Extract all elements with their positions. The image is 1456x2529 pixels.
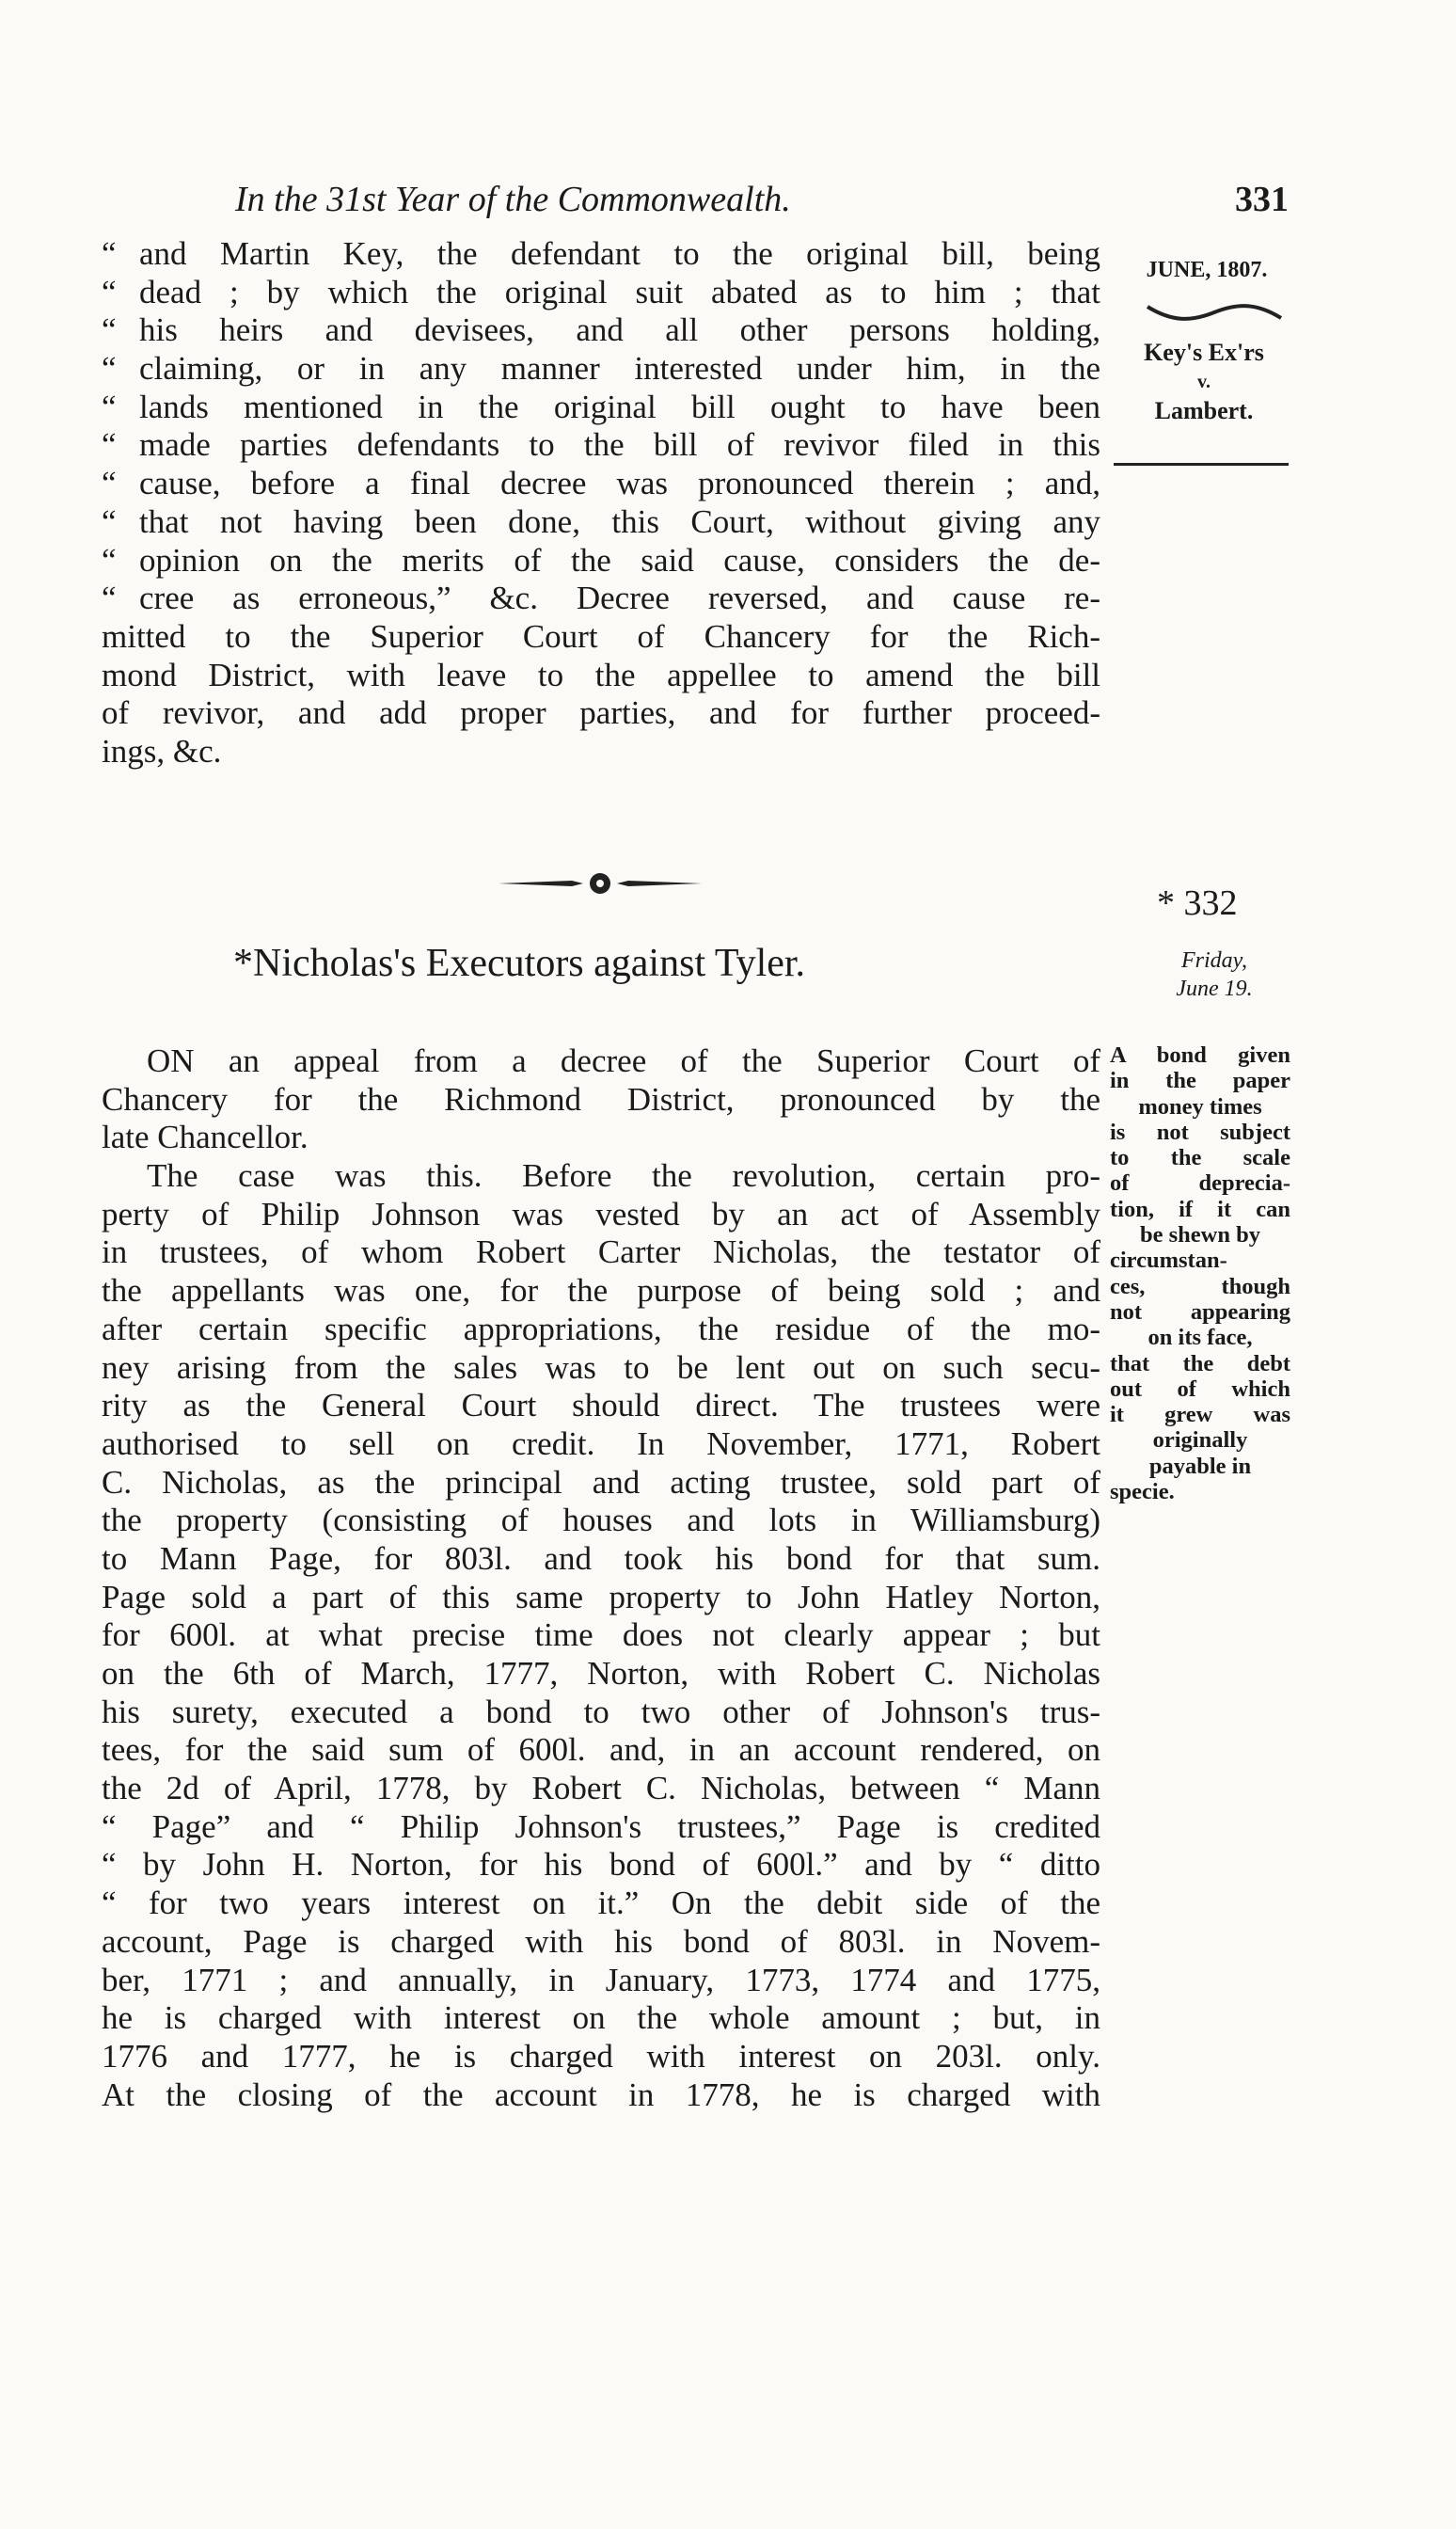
headnote-line: on its face, bbox=[1147, 1325, 1253, 1351]
text-line: ney arising from the sales was to be lent out on such secu- bbox=[102, 1348, 1100, 1386]
text-line: “ cause, before a final decree was pronounced therein ; and, bbox=[102, 465, 1100, 502]
text-line: “ for two years interest on it.” On the debit side of the bbox=[102, 1885, 1100, 1922]
case-citation bbox=[1110, 335, 1298, 429]
running-head bbox=[226, 179, 1289, 226]
text-line: ON an appeal from a decree of the Superior Court of bbox=[147, 1042, 1100, 1079]
text-line: the 2d of April, 1778, by Robert C. Nicholas, between “ Mann bbox=[102, 1770, 1100, 1807]
text-line: “ opinion on the merits of the said cause, considers the de- bbox=[102, 541, 1100, 579]
text-line: his surety, executed a bond to two other of Johnson's trus- bbox=[102, 1693, 1100, 1730]
text-line: The case was this. Before the revolution, certain pro- bbox=[147, 1157, 1100, 1195]
headnote-line: circumstan- bbox=[1110, 1248, 1227, 1274]
headnote-line: of deprecia- bbox=[1110, 1170, 1290, 1197]
running-head-title: In the 31st Year of the Commonwealth. bbox=[235, 180, 791, 219]
text-line: of revivor, and add proper parties, and for further proceed- bbox=[102, 694, 1100, 732]
text-line: tees, for the said sum of 600l. and, in an account rendered, on bbox=[102, 1731, 1100, 1769]
text-line: mitted to the Superior Court of Chancery for the Rich- bbox=[102, 617, 1100, 655]
swash-ornament-icon bbox=[1144, 301, 1285, 324]
text-line: Chancery for the Richmond District, pronounced by the bbox=[102, 1080, 1100, 1118]
text-line: the property (consisting of houses and lots in Williamsburg) bbox=[102, 1502, 1100, 1539]
text-line: for 600l. at what precise time does not clearly appear ; but bbox=[102, 1616, 1100, 1654]
case-title: *Nicholas's Executors against Tyler. bbox=[233, 942, 806, 985]
second-case-text bbox=[102, 1042, 1100, 2114]
text-line: “ dead ; by which the original suit abated as to him ; that bbox=[102, 273, 1100, 310]
text-line: “ Page” and “ Philip Johnson's trustees,” Page is credited bbox=[102, 1807, 1100, 1845]
text-line: mond District, with leave to the appellee to amend the bill bbox=[102, 656, 1100, 693]
section-divider-ornament-icon bbox=[497, 869, 704, 898]
headnote-line: in the paper bbox=[1110, 1068, 1290, 1094]
text-line: At the closing of the account in 1778, he is charged with bbox=[102, 2076, 1100, 2113]
text-line: late Chancellor. bbox=[102, 1119, 309, 1156]
page-number: 331 bbox=[1235, 180, 1289, 219]
text-line: in trustees, of whom Robert Carter Nicholas, the testator of bbox=[102, 1233, 1100, 1271]
first-case-text bbox=[102, 235, 1100, 771]
headnote-line: A bond given bbox=[1110, 1042, 1290, 1068]
text-line: on the 6th of March, 1777, Norton, with Robert C. Nicholas bbox=[102, 1655, 1100, 1692]
citation-line: Lambert. bbox=[1154, 397, 1254, 424]
text-line: “ claiming, or in any manner interested under him, in the bbox=[102, 350, 1100, 388]
text-line: C. Nicholas, as the principal and acting trustee, sold part of bbox=[102, 1463, 1100, 1501]
headnote-line: it grew was bbox=[1110, 1402, 1290, 1428]
headnote-line: payable in bbox=[1148, 1453, 1252, 1479]
text-line: Page sold a part of this same property to John Hatley Norton, bbox=[102, 1578, 1100, 1615]
text-line: ber, 1771 ; and annually, in January, 1773, 1774 and 1775, bbox=[102, 1961, 1100, 1998]
text-line: the appellants was one, for the purpose of being sold ; and bbox=[102, 1272, 1100, 1310]
text-line: after certain specific appropriations, the residue of the mo- bbox=[102, 1310, 1100, 1347]
headnote-line: not appearing bbox=[1110, 1298, 1290, 1325]
citation-line: v. bbox=[1197, 372, 1211, 392]
headnote-line: originally bbox=[1152, 1427, 1248, 1454]
headnote bbox=[1110, 1042, 1290, 1504]
text-line: “ by John H. Norton, for his bond of 600l.” and by “ ditto bbox=[102, 1846, 1100, 1884]
text-line: “ his heirs and devisees, and all other persons holding, bbox=[102, 311, 1100, 349]
headnote-line: tion, if it can bbox=[1110, 1196, 1290, 1222]
headnote-line: be shewn by bbox=[1140, 1222, 1260, 1249]
headnote-line: money times bbox=[1138, 1093, 1262, 1120]
text-line: 1776 and 1777, he is charged with interest on 203l. only. bbox=[102, 2037, 1100, 2075]
text-line: perty of Philip Johnson was vested by an act of Assembly bbox=[102, 1195, 1100, 1233]
citation-line: Key's Ex'rs bbox=[1144, 339, 1264, 366]
margin-rule bbox=[1114, 463, 1289, 466]
text-line: ings, &c. bbox=[102, 732, 222, 770]
case-date-day: Friday, bbox=[1181, 948, 1247, 973]
text-line: account, Page is charged with his bond of 803l. in Novem- bbox=[102, 1922, 1100, 1960]
headnote-line: out of which bbox=[1110, 1376, 1290, 1402]
text-line: “ and Martin Key, the defendant to the original bill, being bbox=[102, 235, 1100, 272]
headnote-line: is not subject bbox=[1110, 1119, 1290, 1145]
margin-date: JUNE, 1807. bbox=[1146, 258, 1268, 282]
case-date-month: June 19. bbox=[1176, 977, 1253, 1001]
text-line: he is charged with interest on the whole amount ; but, in bbox=[102, 1999, 1100, 2037]
text-line: “ made parties defendants to the bill of revivor filed in this bbox=[102, 426, 1100, 464]
text-line: “ that not having been done, this Court, without giving any bbox=[102, 502, 1100, 540]
headnote-line: that the debt bbox=[1110, 1350, 1290, 1376]
headnote-line: ces, though bbox=[1110, 1273, 1290, 1299]
case-date bbox=[1144, 946, 1285, 1003]
text-line: “ cree as erroneous,” &c. Decree reversed, and cause re- bbox=[102, 580, 1100, 617]
text-line: “ lands mentioned in the original bill ought to have been bbox=[102, 388, 1100, 425]
headnote-line: specie. bbox=[1110, 1479, 1175, 1505]
text-line: to Mann Page, for 803l. and took his bond for that sum. bbox=[102, 1539, 1100, 1577]
text-line: authorised to sell on credit. In November, 1771, Robert bbox=[102, 1424, 1100, 1462]
star-page-marker: * 332 bbox=[1157, 883, 1238, 923]
headnote-line: to the scale bbox=[1110, 1145, 1290, 1171]
text-line: rity as the General Court should direct. The trustees were bbox=[102, 1387, 1100, 1424]
